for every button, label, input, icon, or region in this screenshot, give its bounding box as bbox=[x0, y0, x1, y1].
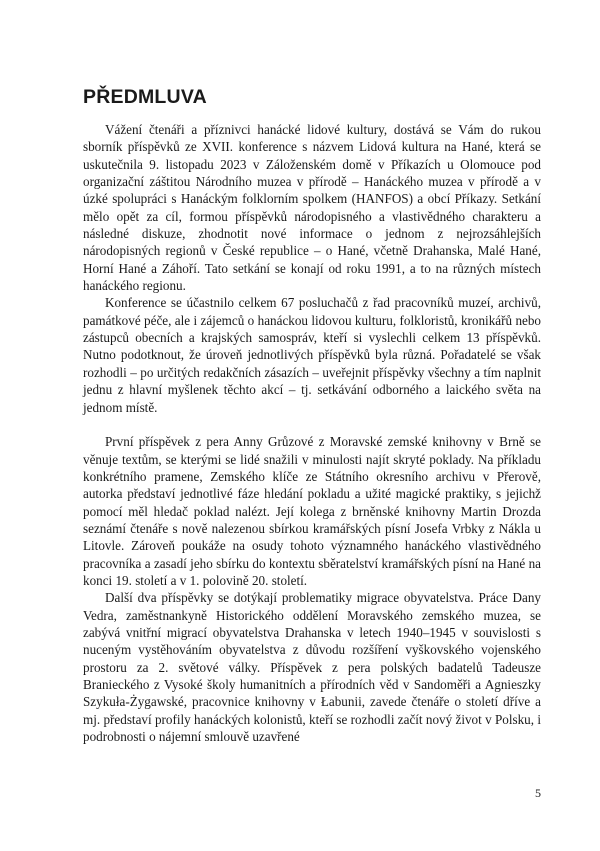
paragraph: Konference se účastnilo celkem 67 posluchačů z řad pracovníků muzeí, archivů, památkové péče, ale i zájemců o hanáckou lidovou kulturu, folkloristů, kronikářů nebo zástupců obecních a krajských samospráv, kteří si vyslechli celkem 13 příspěvků. Nutno podotknout, že úroveň jednotlivých příspěvků byla různá. Pořadatelé se však rozhodli – po určitých redakčních zásazích – uveřejnit příspěvky všechny a tím naplnit jednu z hlavní myšlenek těchto akcí – tj. setkávání odborného a laického světa na jednom místě. bbox=[83, 295, 541, 415]
paragraph: První příspěvek z pera Anny Grůzové z Moravské zemské knihovny v Brně se věnuje textům, se kterými se lidé snažili v minulosti najít skryté poklady. Na příkladu konkrétního pramene, Zemského klíče ze Státního okresního archivu v Přerově, autorka představí jednotlivé fáze hledání pokladu a užité magické praktiky, s jejichž pomocí měl hledač poklad nalézt. Její kolega z brněnské knihovny Martin Drozda seznámí čtenáře s nově nalezenou sbírkou kramářských písní Josefa Vrbky z Nákla u Litovle. Zároveň poukáže na osudy tohoto významného hanáckého vlastivědného pracovníka a zasadí jeho sbírku do kontextu sběratelství kramářských písní na Hané na konci 19. století a v 1. polovině 20. století. bbox=[83, 434, 541, 588]
page-title: PŘEDMLUVA bbox=[83, 86, 207, 108]
preface-body bbox=[83, 121, 541, 745]
paragraph: Vážení čtenáři a příznivci hanácké lidové kultury, dostává se Vám do rukou sborník příspěvků ze XVII. konference s názvem Lidová kultura na Hané, která se uskutečnila 9. listopadu 2023 v Záloženském domě v Příkazích u Olomouce pod organizační záštitou Národního muzea v přírodě – Hanáckého muzea v přírodě a v úzké spolupráci s Hanáckým folklorním spolkem (HANFOS) a obcí Příkazy. Setkání mělo opět za cíl, formou příspěvků národopisného a vlastivědného charakteru a následné diskuze, zhodnotit nové informace o jednom z nejrozsáhlejších národopisných regionů v České republice – o Hané, včetně Drahanska, Malé Hané, Horní Hané a Záhoří. Tato setkání se konají od roku 1991, a to na různých místech hanáckého regionu. bbox=[83, 122, 541, 294]
paragraph: Další dva příspěvky se dotýkají problematiky migrace obyvatelstva. Práce Dany Vedra, zaměstnankyně Historického oddělení Moravského zemského muzea, se zabývá vnitřní migrací obyvatelstva Drahanska v letech 1940–1945 v souvislosti s nuceným vystěhováním obyvatelstva z důvodu rozšíření vyškovského vojenského prostoru za 2. světové války. Příspěvek z pera polských badatelů Tadeusze Branieckého z Vysoké školy humanitních a přírodních věd v Sandoměři a Agnieszky Szykuła-Żygawské, pracovnice knihovny v Łabunii, zavede čtenáře o století dříve a mj. představí profily hanáckých kolonistů, kteří se rozhodli začít nový život v Polsku, i podrobnosti o nájemní smlouvě uzavřené bbox=[83, 590, 541, 745]
page-number: 5 bbox=[535, 786, 541, 800]
